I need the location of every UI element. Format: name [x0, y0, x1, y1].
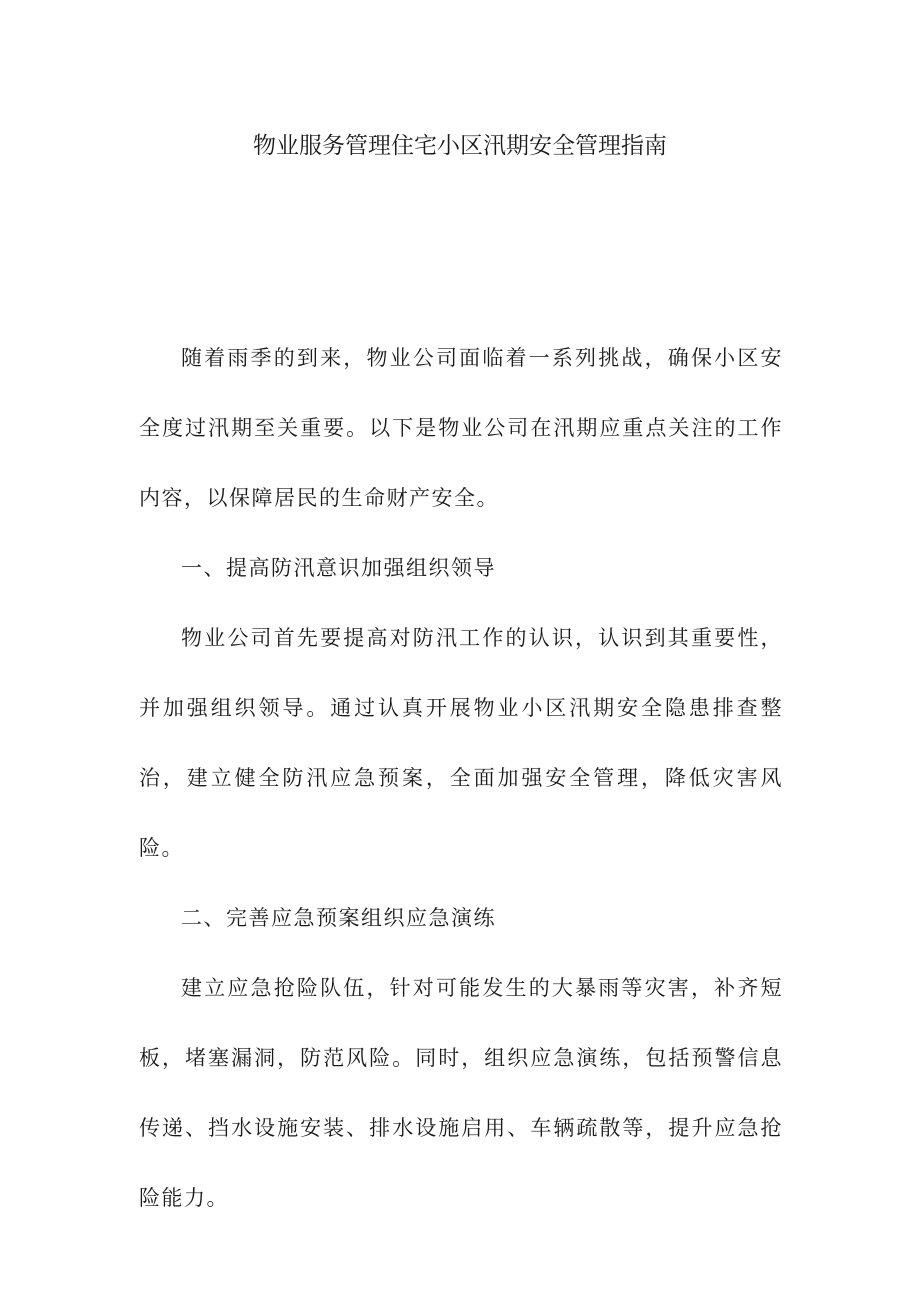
intro-paragraph: 随着雨季的到来，物业公司面临着一系列挑战，确保小区安全度过汛期至关重要。以下是物业公司在汛期应重点关注的工作内容，以保障居民的生命财产安全。	[139, 346, 783, 510]
section-paragraph-1: 物业公司首先要提高对防汛工作的认识，认识到其重要性，并加强组织领导。通过认真开展物业小区汛期安全隐患排查整治，建立健全防汛应急预案，全面加强安全管理，降低灾害风险。	[139, 626, 783, 860]
document-title: 物业服务管理住宅小区汛期安全管理指南	[253, 133, 667, 159]
section-heading-1: 一、提高防汛意识加强组织领导	[181, 556, 496, 580]
document-body	[139, 533, 783, 1233]
document-body-intro	[139, 323, 783, 533]
section-paragraph-2: 建立应急抢险队伍，针对可能发生的大暴雨等灾害，补齐短板，堵塞漏洞，防范风险。同时，组织应急演练，包括预警信息传递、挡水设施安装、排水设施启用、车辆疏散等，提升应急抢险能力。	[139, 976, 783, 1210]
section-heading-2: 二、完善应急预案组织应急演练	[181, 906, 496, 930]
